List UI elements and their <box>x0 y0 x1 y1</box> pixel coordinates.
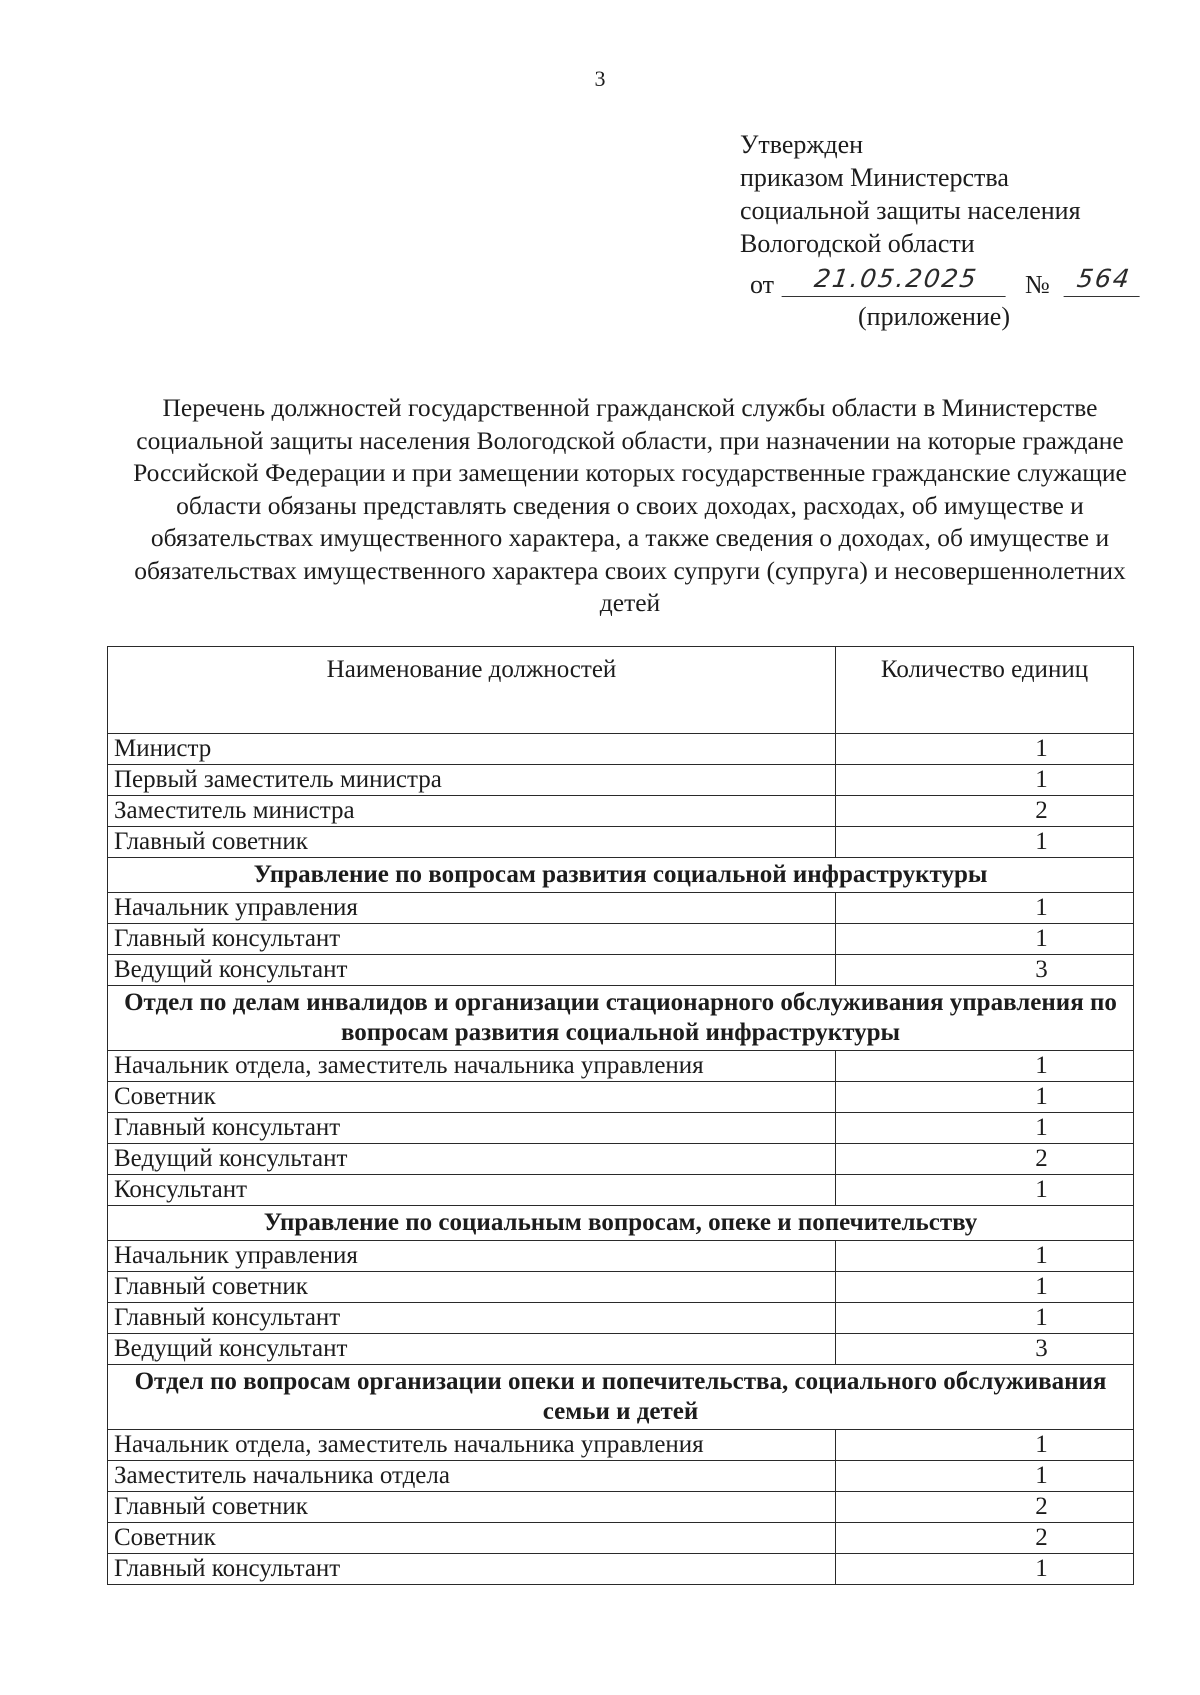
table-row <box>108 1554 1134 1585</box>
table-header-row <box>108 647 1134 734</box>
position-name: Начальник отдела, заместитель начальника управления <box>108 1051 836 1082</box>
unit-count: 1 <box>836 1430 1134 1461</box>
order-date: 21.05.2025 <box>782 262 1011 297</box>
unit-count: 2 <box>836 1492 1134 1523</box>
unit-count: 3 <box>836 955 1134 986</box>
section-heading: Отдел по делам инвалидов и организации стационарного обслуживания управления по вопросам развития социальной инфраструктуры <box>108 986 1134 1051</box>
section-heading-row <box>108 858 1134 893</box>
page-number: 3 <box>594 66 606 91</box>
position-name: Советник <box>108 1082 836 1113</box>
table-row <box>108 1523 1134 1554</box>
position-name: Ведущий консультант <box>108 1334 836 1365</box>
table-row <box>108 1430 1134 1461</box>
position-name: Главный консультант <box>108 1303 836 1334</box>
unit-count: 3 <box>836 1334 1134 1365</box>
section-heading: Управление по вопросам развития социальной инфраструктуры <box>108 858 1134 893</box>
table-row <box>108 1144 1134 1175</box>
unit-count: 1 <box>836 1113 1134 1144</box>
table-row <box>108 893 1134 924</box>
approval-line-4: Вологодской области <box>740 229 975 258</box>
approval-line-3: социальной защиты населения <box>740 196 1081 225</box>
unit-count: 1 <box>836 1554 1134 1585</box>
positions-table <box>107 646 1134 1585</box>
unit-count: 1 <box>836 1051 1134 1082</box>
table-row <box>108 827 1134 858</box>
table-row <box>108 955 1134 986</box>
approval-line-2: приказом Министерства <box>740 163 1009 192</box>
position-name: Главный консультант <box>108 1113 836 1144</box>
approval-block <box>740 128 1160 340</box>
unit-count: 1 <box>836 1082 1134 1113</box>
section-heading-row <box>108 1365 1134 1430</box>
table-row <box>108 1492 1134 1523</box>
unit-count: 2 <box>836 796 1134 827</box>
unit-count: 1 <box>836 1272 1134 1303</box>
unit-count: 1 <box>836 1175 1134 1206</box>
number-sign: № <box>1025 270 1050 299</box>
unit-count: 1 <box>836 765 1134 796</box>
order-date-number <box>740 262 1160 300</box>
unit-count: 2 <box>836 1144 1134 1175</box>
section-heading: Отдел по вопросам организации опеки и попечительства, социального обслуживания семьи и детей <box>108 1365 1134 1430</box>
position-name: Заместитель министра <box>108 796 836 827</box>
position-name: Начальник отдела, заместитель начальника управления <box>108 1430 836 1461</box>
unit-count: 1 <box>836 734 1134 765</box>
section-heading: Управление по социальным вопросам, опеке и попечительству <box>108 1206 1134 1241</box>
table-row <box>108 796 1134 827</box>
unit-count: 2 <box>836 1523 1134 1554</box>
unit-count: 1 <box>836 924 1134 955</box>
position-name: Ведущий консультант <box>108 955 836 986</box>
position-name: Главный советник <box>108 1272 836 1303</box>
appendix-label: (приложение) <box>858 302 1011 331</box>
table-row <box>108 924 1134 955</box>
section-heading-row <box>108 986 1134 1051</box>
table-row <box>108 1113 1134 1144</box>
unit-count: 1 <box>836 1241 1134 1272</box>
position-name: Консультант <box>108 1175 836 1206</box>
position-name: Главный советник <box>108 1492 836 1523</box>
section-heading-row <box>108 1206 1134 1241</box>
table-row <box>108 765 1134 796</box>
table-row <box>108 1082 1134 1113</box>
header-position-name: Наименование должностей <box>108 647 836 734</box>
unit-count: 1 <box>836 1303 1134 1334</box>
document-title: Перечень должностей государственной гражданской службы области в Министерстве социальной защиты населения Вологодской области, при назначении на которые граждане Российской Федерации и при замещении которых государственные гражданские служащие области обязаны представлять сведения о своих доходах, расходах, об имуществе и обязательствах имущественного характера, а также сведения о доходах, об имуществе и обязательствах имущественного характера своих супруги (супруга) и несовершеннолетних детей <box>133 393 1127 617</box>
unit-count: 1 <box>836 1461 1134 1492</box>
position-name: Главный консультант <box>108 924 836 955</box>
header-unit-count: Количество единиц <box>836 647 1134 734</box>
position-name: Советник <box>108 1523 836 1554</box>
position-name: Начальник управления <box>108 893 836 924</box>
position-name: Первый заместитель министра <box>108 765 836 796</box>
table-row <box>108 1272 1134 1303</box>
table-row <box>108 1051 1134 1082</box>
position-name: Ведущий консультант <box>108 1144 836 1175</box>
unit-count: 1 <box>836 893 1134 924</box>
order-number: 564 <box>1064 262 1145 297</box>
table-row <box>108 1241 1134 1272</box>
position-name: Начальник управления <box>108 1241 836 1272</box>
position-name: Главный консультант <box>108 1554 836 1585</box>
approval-line-1: Утвержден <box>740 130 864 159</box>
table-row <box>108 1461 1134 1492</box>
position-name: Министр <box>108 734 836 765</box>
position-name: Заместитель начальника отдела <box>108 1461 836 1492</box>
date-prefix: от <box>750 270 775 299</box>
table-row <box>108 1334 1134 1365</box>
table-row <box>108 1175 1134 1206</box>
unit-count: 1 <box>836 827 1134 858</box>
table-body <box>108 734 1134 1585</box>
position-name: Главный советник <box>108 827 836 858</box>
table-row <box>108 1303 1134 1334</box>
table-row <box>108 734 1134 765</box>
